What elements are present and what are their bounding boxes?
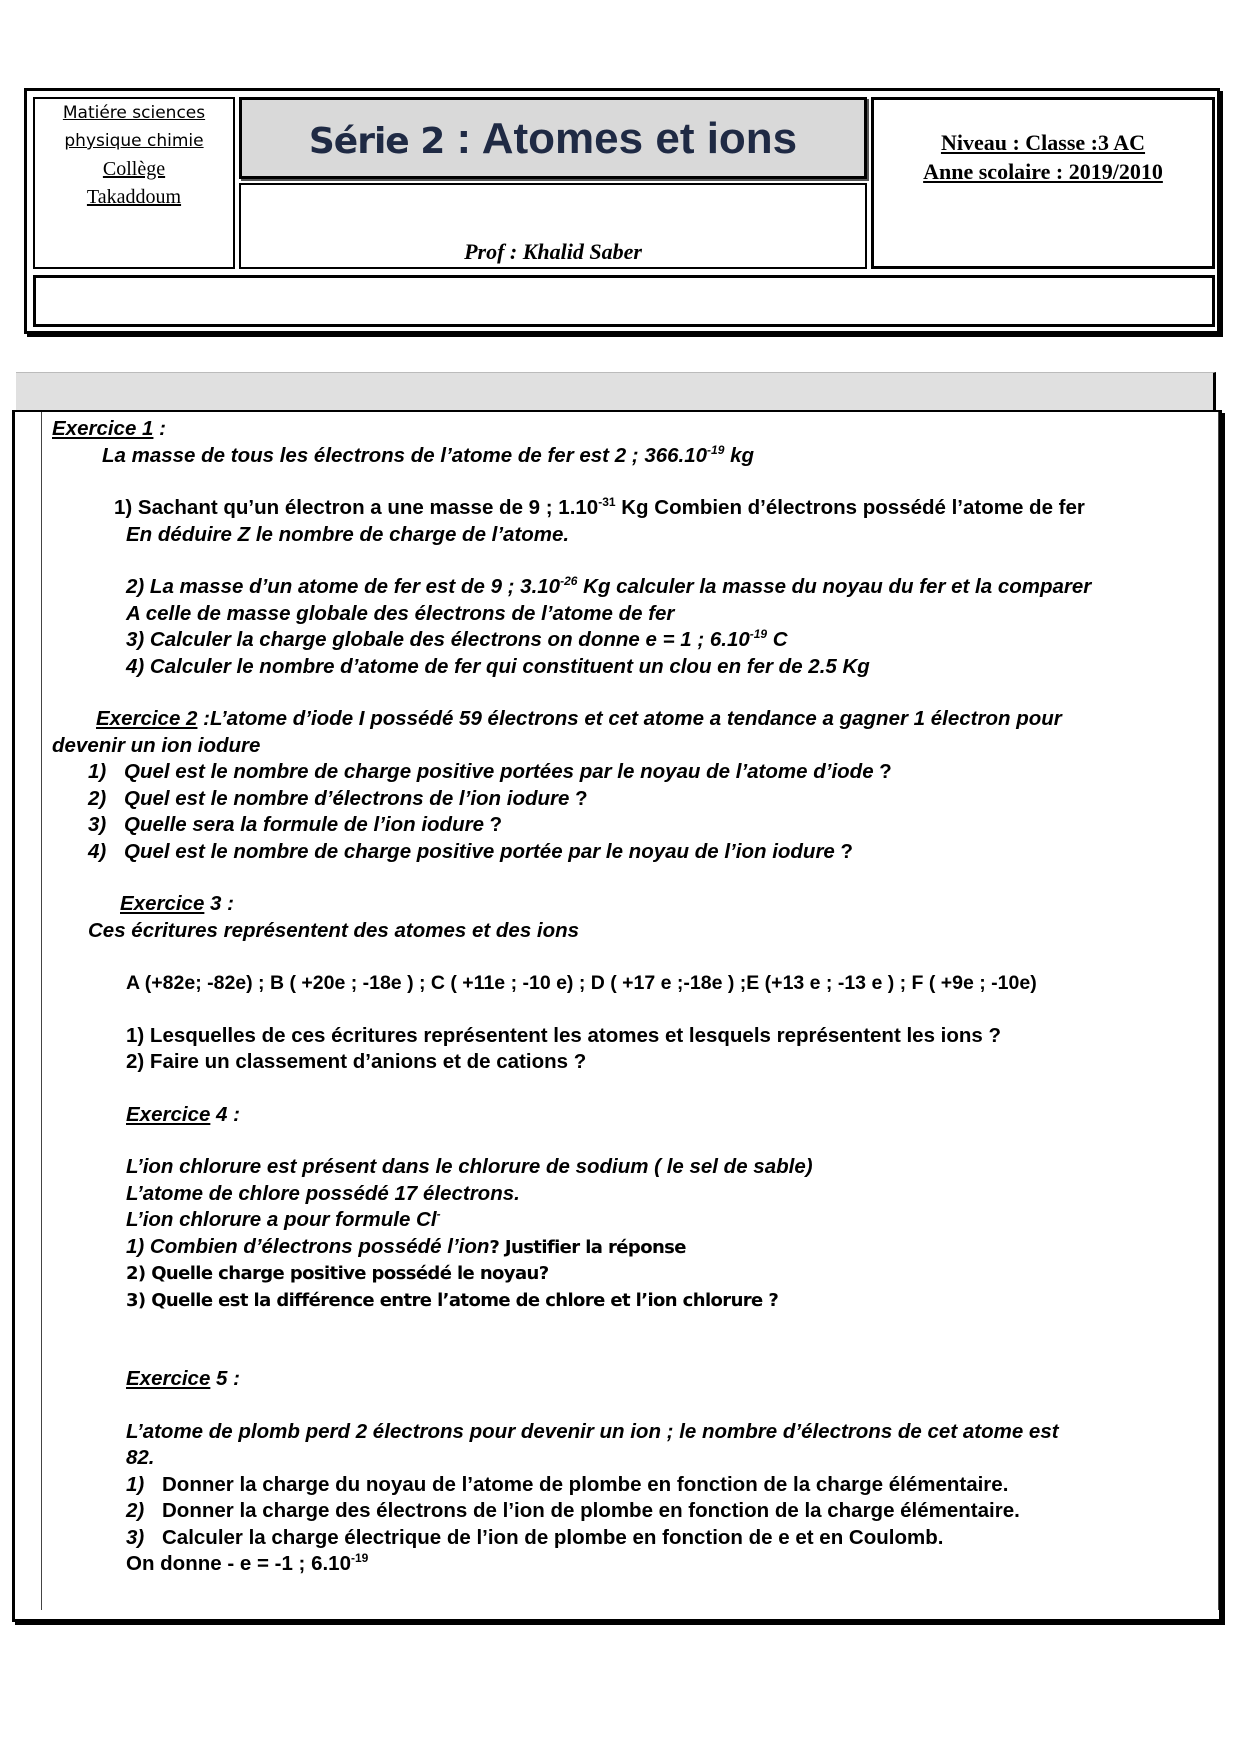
title-serie: Série 2 — [308, 121, 445, 162]
ex3-q2: 2) Faire un classement d’anions et de cations ? — [126, 1050, 587, 1073]
header-bottom-row — [33, 275, 1215, 327]
ex5-q3: 3) Calculer la charge électrique de l’ion de plombe en fonction de e et en Coulomb. — [126, 1525, 944, 1549]
ex2-intro2: devenir un ion iodure — [52, 733, 261, 757]
exercises-content — [52, 416, 1212, 1578]
school-year: Anne scolaire : 2019/2010 — [923, 159, 1163, 184]
school-line-college: Collège — [102, 158, 166, 180]
ex2-q1: 1) Quel est le nombre de charge positive portées par le noyau de l’atome d’iode ? — [88, 760, 892, 783]
school-line-name: Takaddoum — [86, 186, 182, 208]
ex2-intro: Exercice 2 :L’atome d’iode I possédé 59 électrons et cet atome a tendance a gagner 1 électron pour — [96, 707, 1062, 730]
ex4-q3: 3) Quelle est la différence entre l’atome de chlore et l’ion chlorure ? — [126, 1289, 779, 1311]
gray-band — [16, 372, 1216, 410]
header-box — [24, 88, 1220, 334]
ex1-q2: 2) La masse d’un atome de fer est de 9 ; $3.10^{-26}$ Kg calculer la masse du noyau du fer et la comparer — [126, 574, 1092, 598]
ex2-q4: 4) Quel est le nombre de charge positive portée par le noyau de l’ion iodure ? — [88, 839, 854, 863]
ex2-q2: 2) Quel est le nombre d’électrons de l’ion iodure ? — [88, 786, 588, 810]
ex3-intro: Ces écritures représentent des atomes et des ions — [88, 918, 580, 942]
ex5-heading: Exercice 5 : — [126, 1367, 240, 1390]
ex1-intro: La masse de tous les électrons de l’atome de fer est 2 ; $366.10^{-19}$ kg — [102, 442, 754, 467]
ex1-q2b: A celle de masse globale des électrons de l’atome de fer — [126, 601, 675, 625]
ex3-q1: 1) Lesquelles de ces écritures représentent les atomes et lesquels représentent les ions ? — [126, 1023, 1002, 1047]
ex1-heading: Exercice 1 : — [52, 417, 166, 440]
ex3-list: A (+82e; -82e) ; B ( +20e ; -18e ) ; C ( +11e ; -10 e) ; D ( +17 e ;-18e ) ;E (+13 e ; -13 e ) ; F ( +9e ; -10e) — [126, 972, 1037, 994]
ex5-intro2: 82. — [126, 1446, 155, 1469]
ex5-q1: 1) Donner la charge du noyau de l’atome de plombe en fonction de la charge élémentaire. — [126, 1472, 1009, 1496]
ex2-q3: 3) Quelle sera la formule de l’ion iodure ? — [88, 813, 503, 836]
ex4-heading: Exercice 4 : — [126, 1102, 240, 1126]
ex4-q2: 2) Quelle charge positive possédé le noyau? — [126, 1263, 549, 1284]
title-cell — [239, 97, 867, 179]
school-info-cell — [33, 97, 235, 269]
ex4-line3: L’ion chlorure a pour formule Cl- — [126, 1207, 441, 1231]
title-subject: : Atomes et ions — [444, 114, 798, 163]
ex1-q3: 3) Calculer la charge globale des électrons on donne e = 1 ; $6.10^{-19}$ C — [126, 627, 788, 651]
ex1-q1b: En déduire Z le nombre de charge de l’atome. — [126, 522, 570, 546]
ex4-q1: 1) Combien d’électrons possédé l’ion? Justifier la réponse — [126, 1234, 686, 1258]
ex3-heading: Exercice 3 : — [120, 892, 234, 915]
prof-cell — [239, 183, 867, 269]
page-title — [242, 114, 864, 164]
ex5-q2: 2) Donner la charge des électrons de l’ion de plombe en fonction de la charge élémentaire. — [126, 1499, 1020, 1522]
ex4-line1: L’ion chlorure est présent dans le chlorure de sodium ( le sel de sable) — [126, 1155, 813, 1178]
ex1-q1: 1) Sachant qu’un électron a une masse de 9 ; $1.10^{-31}$ Kg Combien d’électrons possédé l’atome de fer — [114, 495, 1085, 519]
level-cell — [871, 97, 1215, 269]
ex4-line2: L’atome de chlore possédé 17 électrons. — [126, 1181, 520, 1205]
school-line-subject-2: physique chimie — [64, 131, 204, 151]
prof-name: Prof : Khalid Saber — [464, 239, 642, 264]
ex1-q4: 4) Calculer le nombre d’atome de fer qui constituent un clou en fer de 2.5 Kg — [126, 654, 870, 678]
level-class: Niveau : Classe :3 AC — [940, 130, 1146, 155]
ex2-heading: Exercice 2 — [96, 707, 198, 730]
ex5-intro: L’atome de plomb perd 2 électrons pour devenir un ion ; le nombre d’électrons de cet atome est — [126, 1419, 1059, 1443]
school-line-subject: Matiére sciences — [62, 103, 206, 123]
ex5-donne: On donne - e = -1 ; $6.10^{-19}$ — [126, 1551, 369, 1575]
level-info — [874, 128, 1212, 186]
